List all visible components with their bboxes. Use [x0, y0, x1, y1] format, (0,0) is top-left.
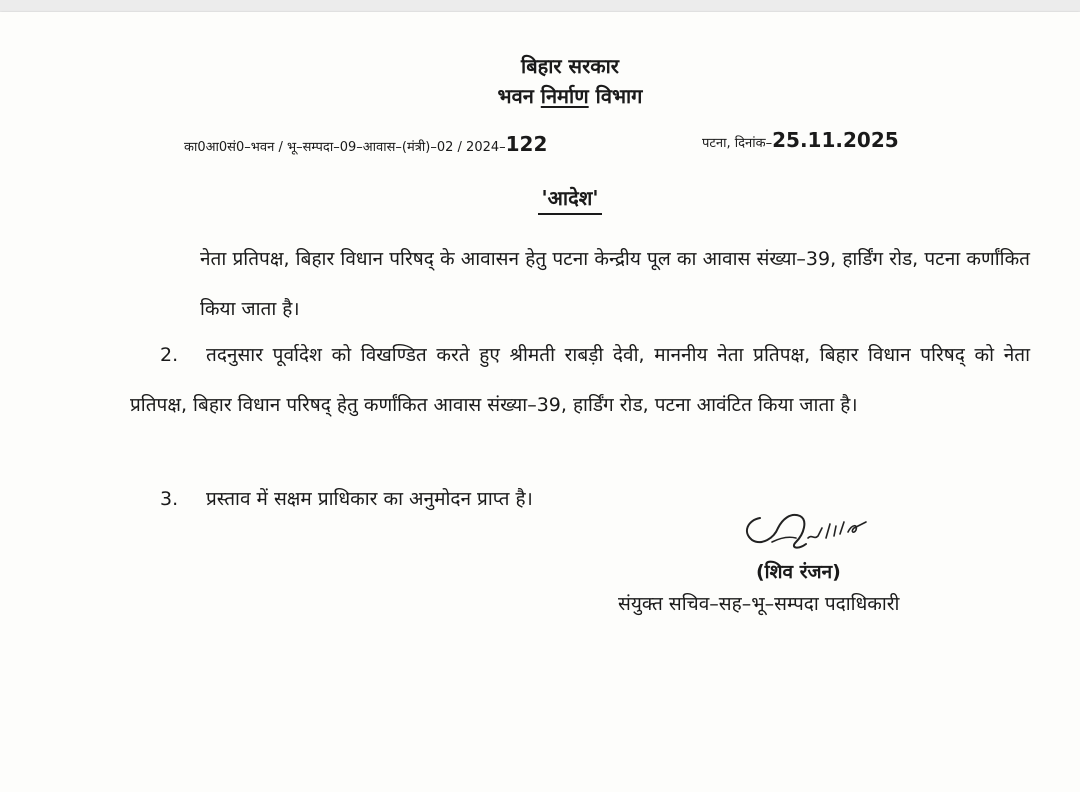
signatory-name: (शिव रंजन): [756, 561, 841, 583]
paragraph-3-text: प्रस्ताव में सक्षम प्राधिकार का अनुमोदन प्राप्त है।: [206, 488, 533, 510]
signatory-designation: संयुक्त सचिव–सह–भू–सम्पदा पदाधिकारी: [618, 593, 900, 615]
letter-date: [702, 128, 899, 152]
order-title-text: 'आदेश': [538, 184, 603, 215]
order-title: [0, 184, 1080, 215]
paragraph-1: [130, 234, 1030, 334]
date-label: पटना, दिनांक–: [702, 136, 773, 151]
date-value: 25.11.2025: [772, 128, 899, 152]
letter-reference: [184, 132, 547, 156]
paragraph-1-text: नेता प्रतिपक्ष, बिहार विधान परिषद् के आवासन हेतु पटना केन्द्रीय पूल का आवास संख्या–39, हार्डिंग रोड, पटना कर्णांकित किया जाता है।: [200, 248, 1030, 320]
department-middle: निर्माण: [540, 84, 589, 108]
paragraph-2-body: [130, 330, 1030, 430]
paragraph-2-text: तदनुसार पूर्वादेश को विखण्डित करते हुए श्रीमती राबड़ी देवी, माननीय नेता प्रतिपक्ष, बिहार विधान परिषद् को नेता प्रतिपक्ष, बिहार विधान परिषद् हेतु कर्णांकित आवास संख्या–39, हार्डिंग रोड, पटना आवंटित किया जाता है।: [130, 344, 1030, 416]
paragraph-2: [130, 330, 1030, 430]
paragraph-2-number: 2.: [160, 344, 179, 366]
department-suffix: विभाग: [595, 84, 643, 108]
reference-text: का0आ0सं0–भवन / भू–सम्पदा–09–आवास–(मंत्री)–02 / 2024–: [184, 140, 506, 155]
government-heading: बिहार सरकार: [521, 54, 619, 78]
top-strip: [0, 0, 1080, 12]
paragraph-3-number: 3.: [160, 488, 179, 510]
department-heading: [30, 82, 1080, 109]
reference-number: 122: [505, 132, 548, 156]
document-page: [0, 12, 1080, 792]
department-prefix: भवन: [497, 84, 534, 108]
